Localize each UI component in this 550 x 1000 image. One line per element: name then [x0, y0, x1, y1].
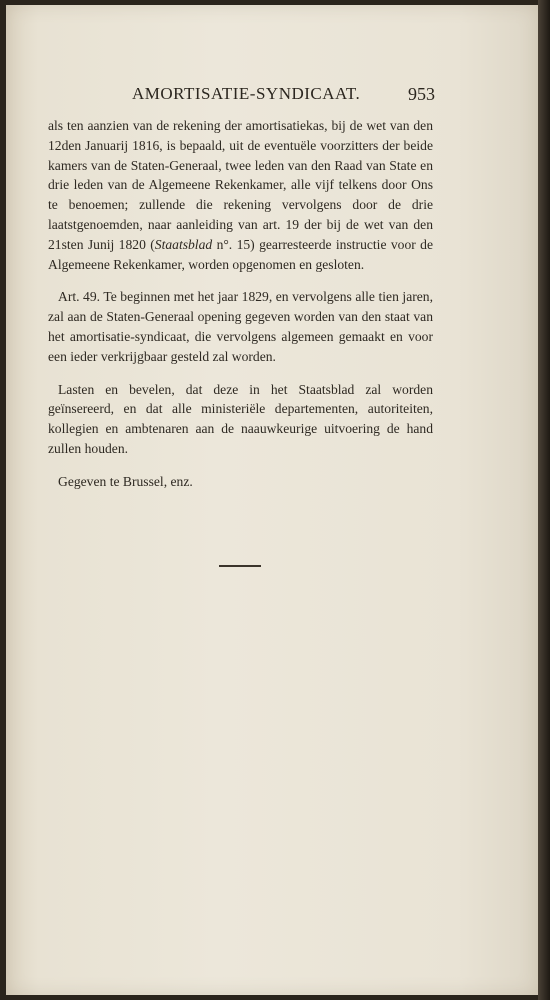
- paragraph-continuation: [48, 116, 433, 274]
- page-header: [20, 84, 435, 112]
- paragraph-text-after: n°. 15) gearresteerde instructie voor de Algemeene Rekenkamer, worden opgenomen en gesloten.: [48, 236, 433, 272]
- book-edge: [538, 0, 550, 1000]
- paragraph-article-49: Art. 49. Te beginnen met het jaar 1829, en vervolgens alle tien jaren, zal aan de Staten-Generaal opening gegeven worden van den staat van het amortisatie-syndicaat, die vervolgens algemeen gemaakt en voor een ieder verkrijgbaar gesteld zal worden.: [48, 289, 433, 364]
- paragraph-text-before: als ten aanzien van de rekening der amortisatiekas, bij de wet van den 12den Januarij 1816, is bepaald, uit de eventuële voorzitters der beide kamers van de Staten-Generaal, twee leden van den Raad van State en drie leden van de Algemeene Rekenkamer, alle vijf telkens door Ons te benoemen; zullende die rekening vervolgens door de drie laatstgenoemden, naar aanleiding van art. 19 der bij de wet van den 21sten Junij 1820 (: [48, 118, 433, 252]
- closing-rule: [219, 565, 261, 567]
- paragraph-given-at: Gegeven te Brussel, enz.: [58, 473, 193, 489]
- paragraph-enactment: Lasten en bevelen, dat deze in het Staatsblad zal worden geïnsereerd, en dat alle ministeriële departementen, autoriteiten, kollegien en ambtenaren aan de naauwkeurige uitvoering de hand zullen houden.: [48, 381, 433, 456]
- page-number: 953: [408, 84, 435, 104]
- page-body: [48, 116, 433, 505]
- running-title: AMORTISATIE-SYNDICAAT.: [132, 84, 361, 103]
- italic-reference: Staatsblad: [154, 236, 213, 252]
